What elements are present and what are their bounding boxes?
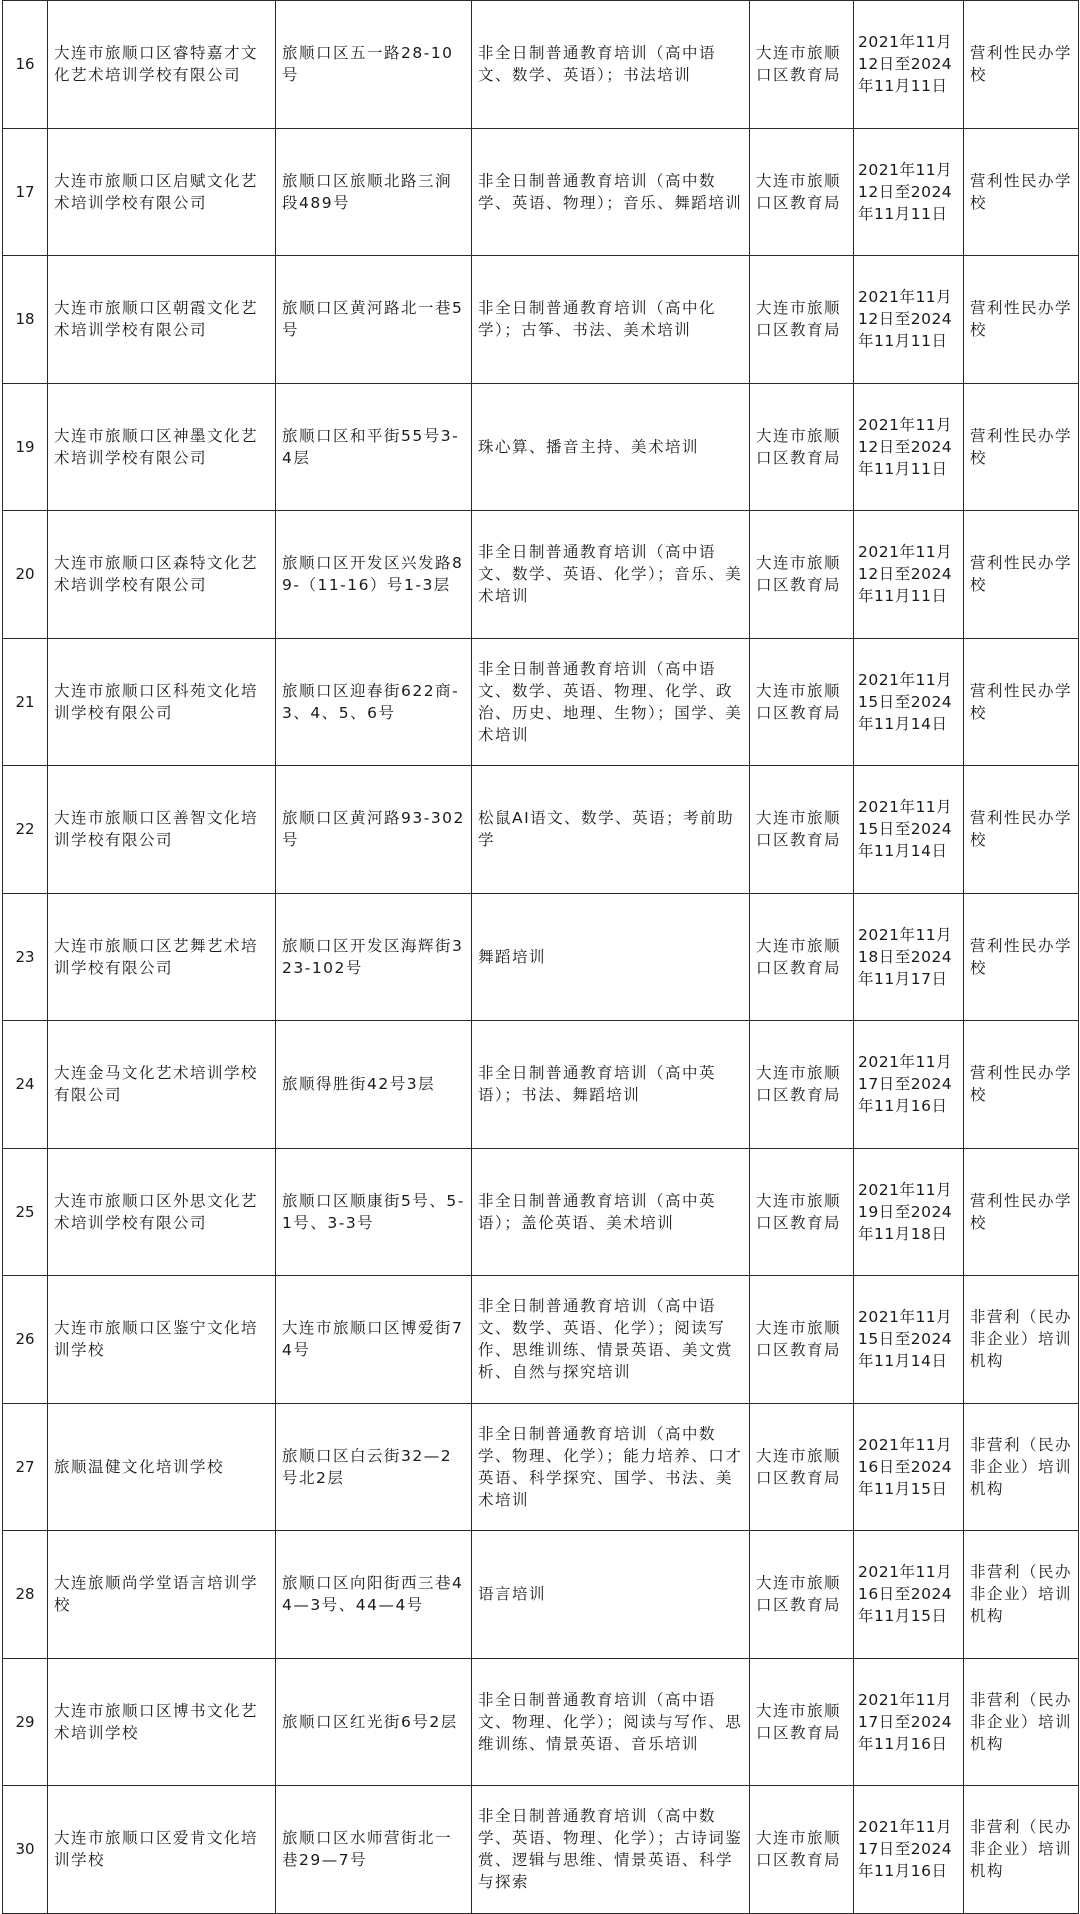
table-row bbox=[3, 1403, 1079, 1531]
approval-authority: 大连市旅顺口区教育局 bbox=[750, 128, 854, 256]
training-scope: 舞蹈培训 bbox=[472, 893, 750, 1021]
row-number: 25 bbox=[3, 1148, 48, 1276]
school-type: 非营利（民办非企业）培训机构 bbox=[964, 1276, 1079, 1404]
school-name: 大连市旅顺口区鉴宁文化培训学校 bbox=[48, 1276, 276, 1404]
school-type: 营利性民办学校 bbox=[964, 766, 1079, 894]
validity-period: 2021年11月17日至2024年11月16日 bbox=[854, 1786, 964, 1914]
row-number: 30 bbox=[3, 1786, 48, 1914]
school-address: 旅顺口区红光街6号2层 bbox=[276, 1658, 472, 1786]
school-address: 旅顺口区黄河路93-302号 bbox=[276, 766, 472, 894]
school-type: 非营利（民办非企业）培训机构 bbox=[964, 1531, 1079, 1659]
training-scope: 非全日制普通教育培训（高中英语）；盖伦英语、美术培训 bbox=[472, 1148, 750, 1276]
approval-authority: 大连市旅顺口区教育局 bbox=[750, 1786, 854, 1914]
training-scope: 非全日制普通教育培训（高中语文、物理、化学）；阅读与写作、思维训练、情景英语、音乐培训 bbox=[472, 1658, 750, 1786]
school-name: 旅顺温健文化培训学校 bbox=[48, 1403, 276, 1531]
school-address: 旅顺得胜街42号3层 bbox=[276, 1021, 472, 1149]
row-number: 28 bbox=[3, 1531, 48, 1659]
table-row bbox=[3, 1148, 1079, 1276]
school-address: 旅顺口区开发区兴发路89-（11-16）号1-3层 bbox=[276, 511, 472, 639]
training-scope: 非全日制普通教育培训（高中语文、数学、英语、物理、化学、政治、历史、地理、生物）；国学、美术培训 bbox=[472, 638, 750, 766]
validity-period: 2021年11月12日至2024年11月11日 bbox=[854, 256, 964, 384]
table-row bbox=[3, 1658, 1079, 1786]
school-type: 营利性民办学校 bbox=[964, 511, 1079, 639]
validity-period: 2021年11月17日至2024年11月16日 bbox=[854, 1658, 964, 1786]
training-scope: 语言培训 bbox=[472, 1531, 750, 1659]
validity-period: 2021年11月12日至2024年11月11日 bbox=[854, 511, 964, 639]
row-number: 27 bbox=[3, 1403, 48, 1531]
school-name: 大连市旅顺口区启赋文化艺术培训学校有限公司 bbox=[48, 128, 276, 256]
row-number: 16 bbox=[3, 1, 48, 129]
school-name: 大连市旅顺口区外思文化艺术培训学校有限公司 bbox=[48, 1148, 276, 1276]
row-number: 24 bbox=[3, 1021, 48, 1149]
row-number: 20 bbox=[3, 511, 48, 639]
school-name: 大连市旅顺口区艺舞艺术培训学校有限公司 bbox=[48, 893, 276, 1021]
validity-period: 2021年11月12日至2024年11月11日 bbox=[854, 383, 964, 511]
approval-authority: 大连市旅顺口区教育局 bbox=[750, 383, 854, 511]
school-address: 旅顺口区和平街55号3-4层 bbox=[276, 383, 472, 511]
table-row bbox=[3, 893, 1079, 1021]
row-number: 17 bbox=[3, 128, 48, 256]
approval-authority: 大连市旅顺口区教育局 bbox=[750, 1, 854, 129]
school-address: 旅顺口区水师营街北一巷29—7号 bbox=[276, 1786, 472, 1914]
validity-period: 2021年11月15日至2024年11月14日 bbox=[854, 766, 964, 894]
school-list-table-wrapper bbox=[2, 0, 1078, 1914]
school-name: 大连金马文化艺术培训学校有限公司 bbox=[48, 1021, 276, 1149]
training-scope: 非全日制普通教育培训（高中化学）；古筝、书法、美术培训 bbox=[472, 256, 750, 384]
row-number: 22 bbox=[3, 766, 48, 894]
validity-period: 2021年11月15日至2024年11月14日 bbox=[854, 638, 964, 766]
school-name: 大连市旅顺口区朝霞文化艺术培训学校有限公司 bbox=[48, 256, 276, 384]
approval-authority: 大连市旅顺口区教育局 bbox=[750, 256, 854, 384]
table-row bbox=[3, 766, 1079, 894]
school-type: 营利性民办学校 bbox=[964, 256, 1079, 384]
training-scope: 非全日制普通教育培训（高中语文、数学、英语、化学）；音乐、美术培训 bbox=[472, 511, 750, 639]
row-number: 18 bbox=[3, 256, 48, 384]
validity-period: 2021年11月18日至2024年11月17日 bbox=[854, 893, 964, 1021]
school-name: 大连市旅顺口区科苑文化培训学校有限公司 bbox=[48, 638, 276, 766]
school-type: 营利性民办学校 bbox=[964, 638, 1079, 766]
school-type: 非营利（民办非企业）培训机构 bbox=[964, 1403, 1079, 1531]
school-type: 营利性民办学校 bbox=[964, 1, 1079, 129]
approval-authority: 大连市旅顺口区教育局 bbox=[750, 1658, 854, 1786]
training-scope: 非全日制普通教育培训（高中数学、物理、化学）；能力培养、口才英语、科学探究、国学、书法、美术培训 bbox=[472, 1403, 750, 1531]
school-address: 旅顺口区迎春街622商-3、4、5、6号 bbox=[276, 638, 472, 766]
school-address: 旅顺口区黄河路北一巷5号 bbox=[276, 256, 472, 384]
school-name: 大连市旅顺口区神墨文化艺术培训学校有限公司 bbox=[48, 383, 276, 511]
school-name: 大连市旅顺口区善智文化培训学校有限公司 bbox=[48, 766, 276, 894]
validity-period: 2021年11月17日至2024年11月16日 bbox=[854, 1021, 964, 1149]
training-scope: 非全日制普通教育培训（高中数学、英语、物理、化学）；古诗词鉴赏、逻辑与思维、情景英语、科学与探索 bbox=[472, 1786, 750, 1914]
validity-period: 2021年11月16日至2024年11月15日 bbox=[854, 1403, 964, 1531]
school-address: 旅顺口区向阳街西三巷44—3号、44—4号 bbox=[276, 1531, 472, 1659]
school-name: 大连市旅顺口区博书文化艺术培训学校 bbox=[48, 1658, 276, 1786]
school-name: 大连旅顺尚学堂语言培训学校 bbox=[48, 1531, 276, 1659]
table-row bbox=[3, 256, 1079, 384]
table-row bbox=[3, 1531, 1079, 1659]
training-scope: 非全日制普通教育培训（高中英语）；书法、舞蹈培训 bbox=[472, 1021, 750, 1149]
validity-period: 2021年11月15日至2024年11月14日 bbox=[854, 1276, 964, 1404]
validity-period: 2021年11月19日至2024年11月18日 bbox=[854, 1148, 964, 1276]
validity-period: 2021年11月12日至2024年11月11日 bbox=[854, 128, 964, 256]
school-address: 旅顺口区旅顺北路三涧段489号 bbox=[276, 128, 472, 256]
row-number: 21 bbox=[3, 638, 48, 766]
validity-period: 2021年11月12日至2024年11月11日 bbox=[854, 1, 964, 129]
table-row bbox=[3, 511, 1079, 639]
approval-authority: 大连市旅顺口区教育局 bbox=[750, 1403, 854, 1531]
training-scope: 珠心算、播音主持、美术培训 bbox=[472, 383, 750, 511]
approval-authority: 大连市旅顺口区教育局 bbox=[750, 638, 854, 766]
table-body bbox=[3, 1, 1079, 1914]
school-type: 营利性民办学校 bbox=[964, 383, 1079, 511]
school-address: 旅顺口区白云街32—2号北2层 bbox=[276, 1403, 472, 1531]
training-scope: 非全日制普通教育培训（高中数学、英语、物理）；音乐、舞蹈培训 bbox=[472, 128, 750, 256]
table-row bbox=[3, 1, 1079, 129]
training-scope: 松鼠AI语文、数学、英语；考前助学 bbox=[472, 766, 750, 894]
approval-authority: 大连市旅顺口区教育局 bbox=[750, 893, 854, 1021]
table-row bbox=[3, 1276, 1079, 1404]
approval-authority: 大连市旅顺口区教育局 bbox=[750, 511, 854, 639]
validity-period: 2021年11月16日至2024年11月15日 bbox=[854, 1531, 964, 1659]
school-list-table bbox=[2, 0, 1079, 1914]
approval-authority: 大连市旅顺口区教育局 bbox=[750, 766, 854, 894]
approval-authority: 大连市旅顺口区教育局 bbox=[750, 1021, 854, 1149]
school-address: 旅顺口区五一路28-10号 bbox=[276, 1, 472, 129]
table-row bbox=[3, 1786, 1079, 1914]
table-row bbox=[3, 383, 1079, 511]
school-type: 营利性民办学校 bbox=[964, 1021, 1079, 1149]
school-type: 营利性民办学校 bbox=[964, 128, 1079, 256]
approval-authority: 大连市旅顺口区教育局 bbox=[750, 1148, 854, 1276]
school-address: 旅顺口区开发区海辉街323-102号 bbox=[276, 893, 472, 1021]
table-row bbox=[3, 128, 1079, 256]
school-address: 旅顺口区顺康街5号、5-1号、3-3号 bbox=[276, 1148, 472, 1276]
school-address: 大连市旅顺口区博爱街74号 bbox=[276, 1276, 472, 1404]
training-scope: 非全日制普通教育培训（高中语文、数学、英语）；书法培训 bbox=[472, 1, 750, 129]
approval-authority: 大连市旅顺口区教育局 bbox=[750, 1276, 854, 1404]
table-row bbox=[3, 1021, 1079, 1149]
approval-authority: 大连市旅顺口区教育局 bbox=[750, 1531, 854, 1659]
school-name: 大连市旅顺口区爱肯文化培训学校 bbox=[48, 1786, 276, 1914]
school-name: 大连市旅顺口区森特文化艺术培训学校有限公司 bbox=[48, 511, 276, 639]
row-number: 26 bbox=[3, 1276, 48, 1404]
row-number: 23 bbox=[3, 893, 48, 1021]
school-name: 大连市旅顺口区睿特嘉才文化艺术培训学校有限公司 bbox=[48, 1, 276, 129]
school-type: 非营利（民办非企业）培训机构 bbox=[964, 1786, 1079, 1914]
school-type: 营利性民办学校 bbox=[964, 893, 1079, 1021]
row-number: 29 bbox=[3, 1658, 48, 1786]
table-row bbox=[3, 638, 1079, 766]
school-type: 营利性民办学校 bbox=[964, 1148, 1079, 1276]
school-type: 非营利（民办非企业）培训机构 bbox=[964, 1658, 1079, 1786]
training-scope: 非全日制普通教育培训（高中语文、数学、英语、化学）；阅读写作、思维训练、情景英语、美文赏析、自然与探究培训 bbox=[472, 1276, 750, 1404]
row-number: 19 bbox=[3, 383, 48, 511]
